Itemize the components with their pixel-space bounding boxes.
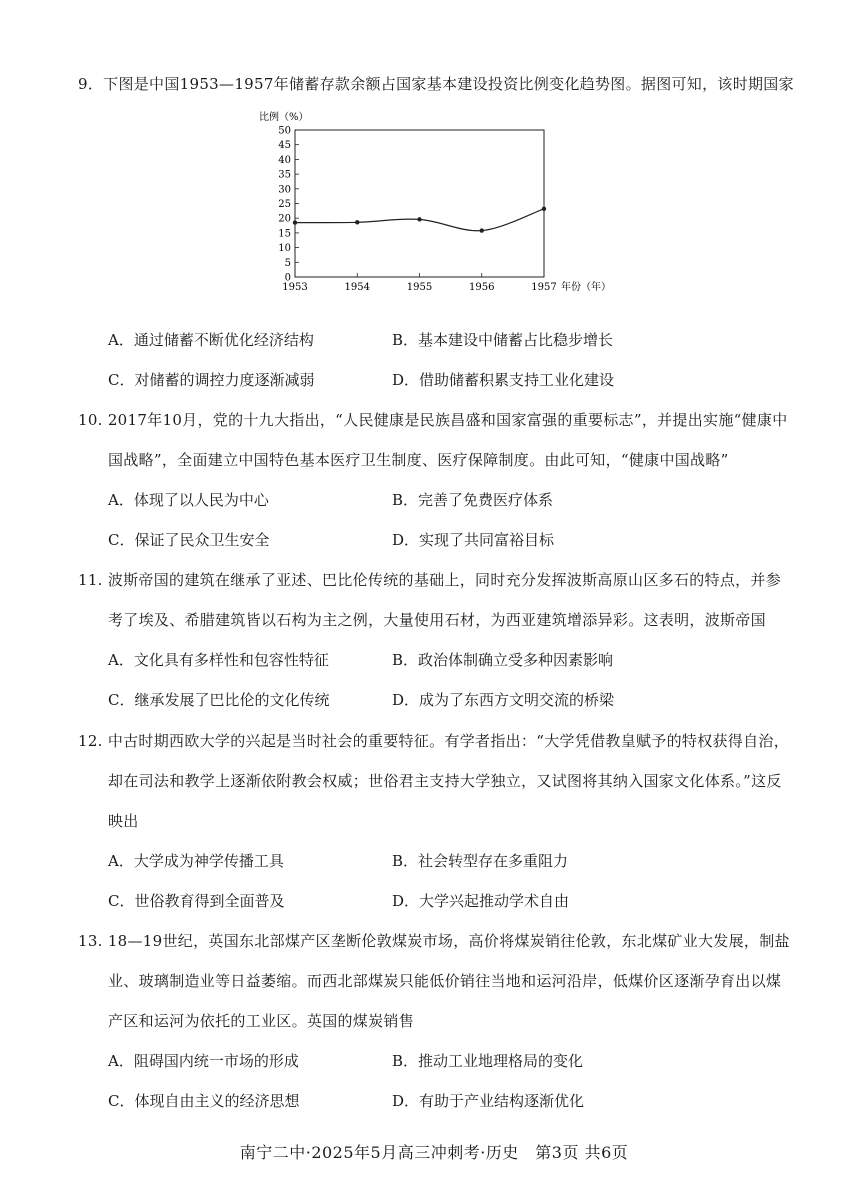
q13-stem-line-2: 业、玻璃制造业等日益萎缩。而西北部煤炭只能低价销往当地和运河沿岸，低煤价区逐渐孕育出以煤 xyxy=(108,972,782,990)
q13-option-d[interactable]: D．有助于产业结构逐渐优化 xyxy=(392,1092,585,1110)
q11-option-a[interactable]: A．文化具有多样性和包容性特征 xyxy=(108,651,329,669)
q11-stem-line-2: 考了埃及、希腊建筑皆以石构为主之例，大量使用石材，为西亚建筑增添异彩。这表明，波斯帝国 xyxy=(108,611,766,629)
q9-stem: 9．下图是中国1953—1957年储蓄存款余额占国家基本建设投资比例变化趋势图。据图可知，该时期国家 xyxy=(78,75,794,93)
q13-option-c[interactable]: C．体现自由主义的经济思想 xyxy=(108,1092,300,1110)
q9-option-c[interactable]: C．对储蓄的调控力度逐渐减弱 xyxy=(108,371,315,389)
q12-option-a[interactable]: A．大学成为神学传播工具 xyxy=(108,852,284,870)
y-tick-label: 40 xyxy=(278,154,291,166)
q13-stem-line-3: 产区和运河为依托的工业区。英国的煤炭销售 xyxy=(108,1012,415,1030)
data-point-1956 xyxy=(480,228,484,232)
data-point-1957 xyxy=(542,207,546,211)
q11-stem-line-1: 11. 波斯帝国的建筑在继承了亚述、巴比伦传统的基础上，同时充分发挥波斯高原山区多石的特点，并参 xyxy=(78,571,782,589)
q12-option-b[interactable]: B．社会转型存在多重阻力 xyxy=(392,852,569,870)
y-tick-label: 35 xyxy=(278,169,291,181)
y-tick-label: 5 xyxy=(284,257,291,269)
q12-stem-line-3: 映出 xyxy=(108,812,139,830)
chart-x-axis xyxy=(282,273,556,293)
y-tick-label: 50 xyxy=(278,125,291,137)
q13-option-b[interactable]: B．推动工业地理格局的变化 xyxy=(392,1052,584,1070)
x-tick-label: 1953 xyxy=(282,282,308,293)
chart-plot-frame xyxy=(295,130,544,277)
q9-option-b[interactable]: B．基本建设中储蓄占比稳步增长 xyxy=(392,331,614,349)
q10-option-d[interactable]: D．实现了共同富裕目标 xyxy=(392,531,555,549)
q12-option-c[interactable]: C．世俗教育得到全面普及 xyxy=(108,892,285,910)
data-point-1953 xyxy=(293,220,297,224)
x-tick-label: 1956 xyxy=(469,282,495,293)
y-tick-label: 45 xyxy=(278,140,291,152)
chart-ylabel: 比例（%） xyxy=(259,112,309,123)
chart-y-axis xyxy=(278,126,299,284)
q11-option-d[interactable]: D．成为了东西方文明交流的桥梁 xyxy=(392,691,615,709)
q12-stem-line-1: 12. 中古时期西欧大学的兴起是当时社会的重要特征。有学者指出：“大学凭借教皇赋予的特权获得自治， xyxy=(78,732,789,750)
x-tick-label: 1955 xyxy=(406,282,433,293)
page-footer: 南宁二中·2025年5月高三冲刺考·历史 第3页 共6页 xyxy=(239,1143,629,1162)
q10-stem-line-2: 国战略”，全面建立中国特色基本医疗卫生制度、医疗保障制度。由此可知，“健康中国战略” xyxy=(108,451,729,469)
q9-option-d[interactable]: D．借助储蓄积累支持工业化建设 xyxy=(392,371,615,389)
q9-option-a[interactable]: A．通过储蓄不断优化经济结构 xyxy=(108,331,314,349)
q13-stem-line-1: 13. 18—19世纪，英国东北部煤产区垄断伦敦煤炭市场，高价将煤炭销往伦敦，东北煤矿业大发展，制盐 xyxy=(78,932,790,950)
y-tick-label: 0 xyxy=(284,272,291,284)
x-tick-label: 1954 xyxy=(344,282,370,293)
data-point-1955 xyxy=(417,217,421,221)
q11-option-b[interactable]: B．政治体制确立受多种因素影响 xyxy=(392,651,614,669)
y-tick-label: 10 xyxy=(278,243,291,255)
chart-points xyxy=(293,207,546,233)
q12-option-d[interactable]: D．大学兴起推动学术自由 xyxy=(392,892,570,910)
data-point-1954 xyxy=(355,220,359,224)
q10-option-a[interactable]: A．体现了以人民为中心 xyxy=(108,491,269,509)
y-tick-label: 25 xyxy=(278,199,291,210)
q11-option-c[interactable]: C．继承发展了巴比伦的文化传统 xyxy=(108,691,330,709)
y-tick-label: 15 xyxy=(278,228,291,240)
y-tick-label: 20 xyxy=(278,213,291,225)
q10-stem-line-1: 10. 2017年10月，党的十九大指出，“人民健康是民族昌盛和国家富强的重要标志”，并提出实施“健康中 xyxy=(78,411,788,429)
x-tick-label: 1957 xyxy=(531,282,557,293)
q12-stem-line-2: 却在司法和教学上逐渐依附教会权威；世俗君主支持大学独立，又试图将其纳入国家文化体系。”这反 xyxy=(108,772,782,790)
y-tick-label: 30 xyxy=(278,184,291,196)
q9-line-chart xyxy=(255,108,615,298)
q13-option-a[interactable]: A．阻碍国内统一市场的形成 xyxy=(108,1052,299,1070)
q10-option-b[interactable]: B．完善了免费医疗体系 xyxy=(392,491,554,509)
chart-xlabel: 年份（年） xyxy=(561,282,611,293)
q10-option-c[interactable]: C．保证了民众卫生安全 xyxy=(108,531,270,549)
